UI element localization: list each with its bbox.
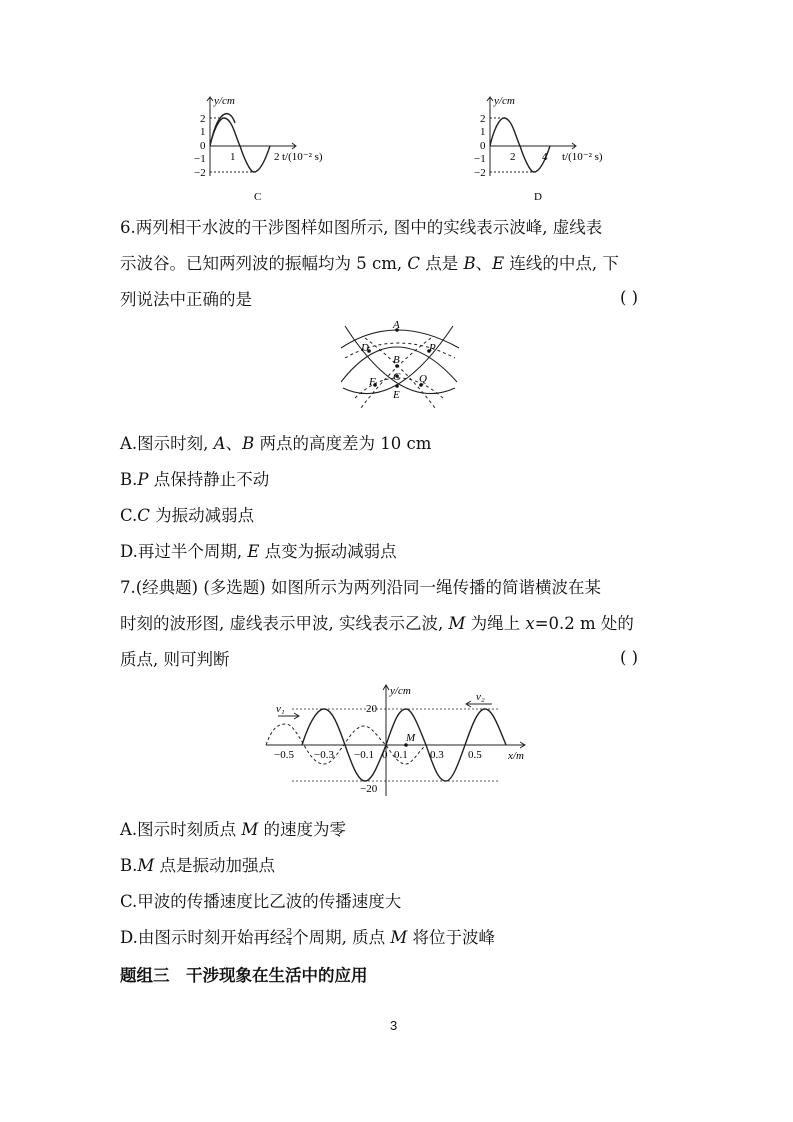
q7-option-c[interactable]: C.甲波的传播速度比乙波的传播速度大 — [120, 892, 402, 911]
graph-c-ylabel: y/cm — [214, 95, 235, 107]
wave-figure — [262, 680, 537, 798]
graph-c-xlabel: t/(10⁻² s) — [282, 151, 323, 163]
wave-m-label: M — [406, 732, 416, 744]
graph-d-ylabel: y/cm — [494, 95, 515, 107]
graph-d-label: D — [534, 191, 542, 203]
q7-line-1: 7.(经典题) (多选题) 如图所示为两列沿同一绳传播的简谐横波在某 — [120, 578, 601, 597]
q6-line-1: 6.两列相干水波的干涉图样如图所示, 图中的实线表示波峰, 虚线表 — [120, 218, 603, 237]
page-number: 3 — [390, 1018, 398, 1033]
wave-xtick: 0 — [382, 749, 388, 761]
graph-c-label: C — [254, 191, 262, 203]
graph-c-ytick: −2 — [194, 167, 206, 179]
q6-line-3: 列说法中正确的是 — [120, 290, 252, 309]
point-f-label: F — [369, 376, 376, 388]
graph-d-ytick: 2 — [480, 113, 486, 125]
graph-c-ytick: 2 — [200, 113, 206, 125]
interference-figure — [335, 318, 465, 408]
q6-option-c[interactable]: C.C 为振动减弱点 — [120, 506, 255, 525]
graph-d — [460, 88, 620, 203]
q7-option-d[interactable]: D.由图示时刻开始再经 $\frac{3}{4}$ 个周期, 质点 M 将位于波峰 — [120, 928, 496, 948]
wave-xtick: 0.5 — [468, 749, 482, 761]
q7-line-2: 时刻的波形图, 虚线表示甲波, 实线表示乙波, M 为绳上 x=0.2 m 处的 — [120, 614, 634, 633]
q6-option-d[interactable]: D.再过半个周期, E 点变为振动减弱点 — [120, 542, 397, 561]
point-c-label: C — [393, 371, 401, 383]
graph-d-ytick: 0 — [480, 140, 486, 152]
wave-xtick: −0.5 — [274, 749, 294, 761]
wave-xtick: 0.1 — [394, 749, 408, 761]
section-heading: 题组三 干涉现象在生活中的应用 — [120, 966, 368, 985]
graph-d-ytick: 1 — [480, 126, 486, 138]
wave-xlabel: x/m — [508, 750, 524, 762]
point-e-label: E — [393, 389, 400, 401]
graph-d-xtick-4: 4 — [542, 151, 548, 163]
wave-xtick: −0.3 — [314, 749, 334, 761]
q6-answer-blank[interactable]: ( ) — [620, 288, 639, 307]
point-b-label: B — [393, 354, 400, 366]
q7-option-b[interactable]: B.M 点是振动加强点 — [120, 856, 276, 875]
graph-d-xlabel: t/(10⁻² s) — [562, 151, 603, 163]
q7-answer-blank[interactable]: ( ) — [620, 648, 639, 667]
graph-d-xtick-2: 2 — [510, 151, 516, 163]
point-p-label: P — [429, 342, 436, 354]
graph-c-ytick: 0 — [200, 140, 206, 152]
wave-ytick-neg20: −20 — [360, 783, 378, 795]
wave-xtick: 0.3 — [430, 749, 444, 761]
q6-line-2: 示波谷。已知两列波的振幅均为 5 cm, C 点是 B、E 连线的中点, 下 — [120, 254, 619, 273]
wave-xtick: −0.1 — [354, 749, 374, 761]
point-q-label: Q — [419, 373, 427, 385]
q6-option-a[interactable]: A.图示时刻, A、B 两点的高度差为 10 cm — [120, 434, 432, 453]
wave-v1-label: v₁ — [276, 703, 285, 715]
graph-c-ytick: −1 — [194, 153, 206, 165]
wave-ylabel: y/cm — [390, 685, 411, 697]
point-d-label: D — [361, 342, 369, 354]
graph-d-ytick: −1 — [474, 153, 486, 165]
q6-option-b[interactable]: B.P 点保持静止不动 — [120, 470, 270, 489]
q7-line-3: 质点, 则可判断 — [120, 650, 230, 669]
fraction-three-quarters: $\frac{3}{4}$ — [286, 928, 293, 948]
graph-c-ytick: 1 — [200, 126, 206, 138]
q7-option-a[interactable]: A.图示时刻质点 M 的速度为零 — [120, 820, 347, 839]
wave-v2-label: v₂ — [476, 691, 485, 703]
point-a-label: A — [393, 319, 400, 331]
graph-c-xtick-1: 1 — [230, 151, 236, 163]
graph-d-ytick: −2 — [474, 167, 486, 179]
graph-c — [180, 88, 330, 203]
graph-c-xtick-2: 2 — [274, 151, 280, 163]
wave-ytick-20: 20 — [366, 703, 377, 715]
